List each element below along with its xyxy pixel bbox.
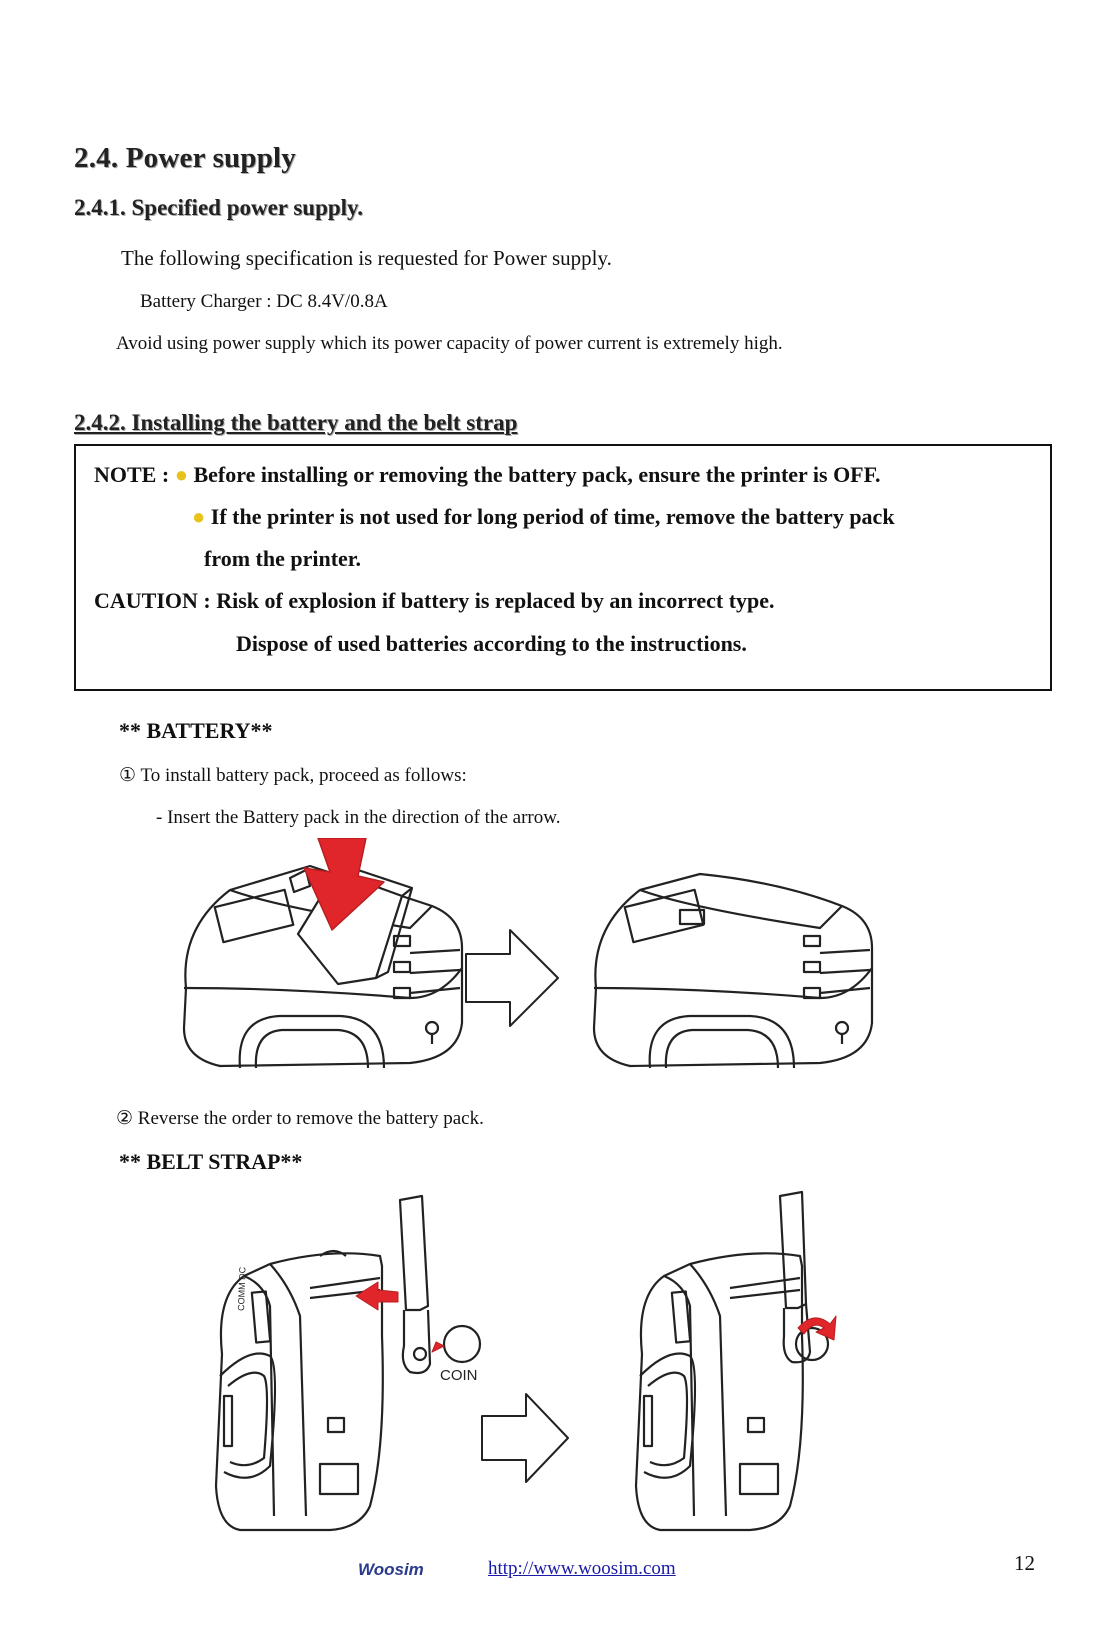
- right-arrow-icon: [466, 930, 558, 1026]
- belt-strap-heading: ** BELT STRAP**: [119, 1149, 303, 1174]
- battery-charger-spec: Battery Charger : DC 8.4V/0.8A: [140, 291, 388, 312]
- caution-label: CAUTION :: [94, 588, 217, 613]
- port-label: COMM DC: [236, 1266, 248, 1312]
- coin-arrow-icon: [432, 1342, 444, 1352]
- caution-text-1: Risk of explosion if battery is replaced by an incorrect type.: [216, 588, 775, 613]
- bullet-icon: ●: [174, 462, 188, 487]
- printer-closed-illustration: [594, 874, 872, 1068]
- subsection-title-installing: 2.4.2. Installing the battery and the belt strap: [74, 410, 518, 435]
- woosim-logo: [356, 1558, 472, 1580]
- bullet-icon: ●: [192, 504, 206, 529]
- battery-step-1: [119, 764, 467, 787]
- note-text-1: Before installing or removing the battery pack, ensure the printer is OFF.: [187, 462, 881, 487]
- strap-arrow-icon: [356, 1282, 398, 1310]
- website-link[interactable]: http://www.woosim.com: [488, 1558, 676, 1579]
- step-1-text: To install battery pack, proceed as follows:: [136, 765, 467, 786]
- coin-label: COIN: [440, 1367, 478, 1384]
- battery-step-2: [116, 1107, 484, 1130]
- note-box: [74, 444, 1052, 691]
- belt-strap-illustration: [210, 1186, 860, 1534]
- note-line-2: [192, 504, 895, 530]
- logo-text: Woosim: [358, 1560, 424, 1579]
- printer-side-view-1: [216, 1196, 480, 1530]
- section-title: 2.4. Power supply: [74, 142, 297, 174]
- battery-heading: ** BATTERY**: [119, 718, 273, 743]
- printer-side-view-2: [636, 1192, 836, 1530]
- page-number: 12: [1014, 1551, 1035, 1575]
- battery-install-illustration: [170, 838, 880, 1088]
- step-2-number: ②: [116, 1108, 134, 1129]
- step-1-number: ①: [119, 765, 137, 786]
- battery-step-1-detail: - Insert the Battery pack in the direction of the arrow.: [156, 807, 561, 828]
- power-supply-warning: Avoid using power supply which its power capacity of power current is extremely high.: [116, 333, 783, 354]
- power-supply-intro: The following specification is requested for Power supply.: [121, 246, 612, 270]
- note-label: NOTE :: [94, 462, 175, 487]
- subsection-title-specified: 2.4.1. Specified power supply.: [74, 195, 364, 220]
- step-2-text: Reverse the order to remove the battery pack.: [133, 1108, 484, 1129]
- note-text-2: If the printer is not used for long period of time, remove the battery pack: [205, 504, 895, 529]
- caution-line-1: [94, 588, 775, 614]
- note-line-1: [94, 462, 881, 488]
- note-text-3: from the printer.: [204, 546, 362, 571]
- caution-text-2: Dispose of used batteries according to the instructions.: [236, 631, 747, 656]
- right-arrow-icon: [482, 1394, 568, 1482]
